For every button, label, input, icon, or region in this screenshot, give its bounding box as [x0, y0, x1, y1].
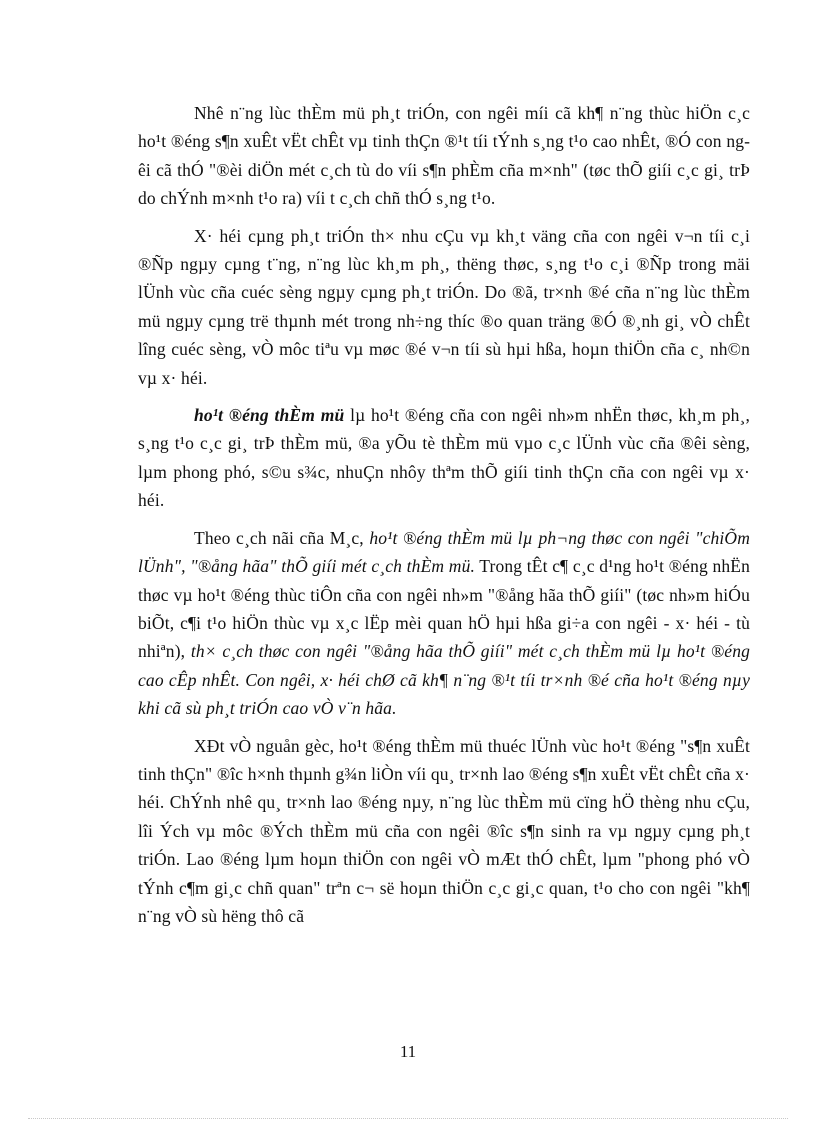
- paragraph-4-intro: Theo c¸ch nãi cña M¸c,: [194, 527, 370, 548]
- paragraph-4: [138, 524, 750, 723]
- page-number: 11: [399, 1042, 417, 1061]
- marx-quote: ho¹t ®éng thÈm mü lµ ph¬ng thøc con ngêi "chiÕm lÜnh", "®ång hãa" thÕ giíi mét c¸ch thÈm mü.: [138, 527, 750, 577]
- paragraph-1: Nhê n¨ng lùc thÈm mü ph¸t triÓn, con ngêi míi cã kh¶ n¨ng thùc hiÖn c¸c ho¹t ®éng s¶n xuÊt vËt chÊt vµ tinh thÇn ®¹t tíi tÝnh s¸ng t¹o cao nhÊt, ®Ó con ngêi cã thÓ "®èi diÖn mét c¸ch tù do víi s¶n phÈm cña m×nh" (tøc thÕ giíi c¸c gi¸ trÞ do chÝnh m×nh t¹o ra) víi t c¸ch chñ thÓ s¸ng t¹o.: [138, 103, 750, 209]
- paragraph-3: [138, 401, 750, 515]
- defined-term: ho¹t ®éng thÈm mü: [194, 405, 345, 426]
- paragraph-2: X· héi cµng ph¸t triÓn th× nhu cÇu vµ kh¸t väng cña con ngêi v¬n tíi c¸i ®Ñp ngµy cµng t¨ng, n¨ng lùc kh¸m ph¸, thëng thøc, s¸ng t¹o c¸i ®Ñp trong mäi lÜnh vùc cña cuéc sèng ngµy cµng ph¸t triÓn. Do ®ã, tr×nh ®é cña n¨ng lùc thÈm mü ngµy cµng trë thµnh mét trong nh÷ng thíc ®o quan träng ®Ó ®¸nh gi¸ vÒ chÊt lîng cuéc sèng, vÒ môc tiªu vµ møc ®é v¬n tíi sù hµi hßa, hoµn thiÖn cña c¸ nh©n vµ x· héi.: [138, 225, 750, 388]
- text-body: [138, 99, 750, 939]
- paragraph-4-middle: Trong tÊt c¶ c¸c d¹ng ho¹t ®éng nhËn thøc vµ ho¹t ®éng thùc tiÔn cña con ngêi nh»m "®ång hãa thÕ giíi" (tøc nh»m hiÓu biÕt, c¶i t¹o hiÖn thùc vµ x¸c lËp mèi quan hÖ hµi hßa gi÷a con ngêi - x· héi - tù nhiªn),: [138, 556, 750, 662]
- paragraph-4-conclusion: th× c¸ch thøc con ngêi "®ång hãa thÕ giíi" mét c¸ch thÈm mü lµ ho¹t ®éng cao cÊp nhÊt. Con ngêi, x· héi chØ cã kh¶ n¨ng ®¹t tíi tr×nh ®é cña ho¹t ®éng nµy khi cã sù ph¸t triÓn cao vÒ v¨n hãa.: [138, 641, 751, 719]
- paragraph-5: XÐt vÒ nguån gèc, ho¹t ®éng thÈm mü thuéc lÜnh vùc ho¹t ®éng "s¶n xuÊt tinh thÇn" ®îc h×nh thµnh g¾n liÒn víi qu¸ tr×nh lao ®éng s¶n xuÊt vËt chÊt cña x· héi. ChÝnh nhê qu¸ tr×nh lao ®éng nµy, n¨ng lùc thÈm mü cïng hÖ thèng nhu cÇu, lîi Ých vµ môc ®Ých thÈm mü cña con ngêi ®îc s¶n sinh ra vµ ngµy cµng ph¸t triÓn. Lao ®éng lµm hoµn thiÖn con ngêi vÒ mÆt thÓ chÊt, lµm "phong phó vÒ tÝnh c¶m gi¸c chñ quan" trªn c¬ së hoµn thiÖn c¸c gi¸c quan, t¹o cho con ngêi "kh¶ n¨ng vÒ sù hëng thô cã: [138, 735, 750, 926]
- page-bottom-divider: [28, 1118, 788, 1119]
- paragraph-3-text: lµ ho¹t ®éng cña con ngêi nh»m nhËn thøc, kh¸m ph¸, s¸ng t¹o c¸c gi¸ trÞ thÈm mü, ®a yÕu tè thÈm mü vµo c¸c lÜnh vùc cña ®êi sèng, lµm phong phó, s©u s¾c, nhuÇn nhôy thªm thÕ giíi tinh thÇn cña con ngêi vµ x· héi.: [138, 405, 750, 511]
